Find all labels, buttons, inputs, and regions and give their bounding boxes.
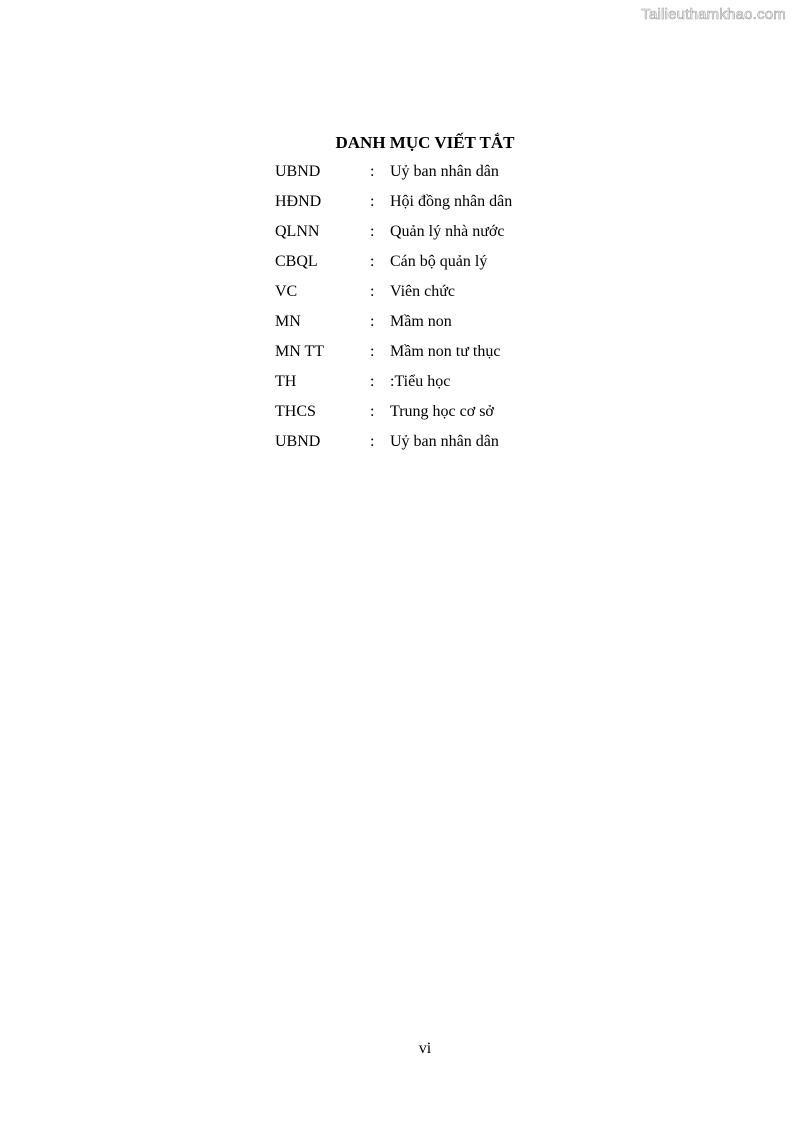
abbreviation-meaning: Mầm non tư thục (390, 343, 501, 360)
page-number: vi (418, 1040, 432, 1057)
abbreviation-code: VC (275, 283, 298, 300)
abbreviation-code: QLNN (275, 223, 320, 240)
abbreviation-separator: : (370, 373, 375, 390)
abbreviation-separator: : (370, 313, 375, 330)
abbreviation-separator: : (370, 223, 375, 240)
page-title: DANH MỤC VIẾT TẮT (335, 133, 515, 152)
abbreviation-code: THCS (275, 403, 316, 420)
abbreviation-code: CBQL (275, 253, 318, 270)
abbreviation-row (275, 281, 675, 311)
abbreviation-meaning: Mầm non (390, 313, 452, 330)
abbreviation-row (275, 431, 675, 461)
abbreviation-row (275, 401, 675, 431)
abbreviation-row (275, 161, 675, 191)
abbreviation-row (275, 251, 675, 281)
abbreviation-row (275, 221, 675, 251)
abbreviation-separator: : (370, 253, 375, 270)
abbreviation-meaning: Hội đồng nhân dân (390, 193, 513, 210)
watermark: Tailieuthamkhao.com (641, 6, 786, 23)
abbreviation-separator: : (370, 403, 375, 420)
abbreviation-separator: : (370, 283, 375, 300)
abbreviation-code: HĐND (275, 193, 322, 210)
abbreviation-meaning: Uỷ ban nhân dân (390, 433, 499, 450)
abbreviation-row (275, 311, 675, 341)
abbreviation-separator: : (370, 433, 375, 450)
abbreviation-code: UBND (275, 433, 321, 450)
abbreviation-code: MN (275, 313, 301, 330)
abbreviation-meaning: Uỷ ban nhân dân (390, 163, 499, 180)
abbreviation-meaning: Trung học cơ sở (390, 403, 494, 420)
abbreviation-separator: : (370, 193, 375, 210)
abbreviation-row (275, 341, 675, 371)
abbreviation-meaning: Quản lý nhà nước (390, 223, 505, 240)
abbreviation-row (275, 371, 675, 401)
abbreviation-row (275, 191, 675, 221)
abbreviation-code: MN TT (275, 343, 325, 360)
abbreviation-code: UBND (275, 163, 321, 180)
abbreviation-code: TH (275, 373, 297, 390)
abbreviation-meaning: Cán bộ quản lý (390, 253, 488, 270)
abbreviation-separator: : (370, 343, 375, 360)
abbreviation-separator: : (370, 163, 375, 180)
abbreviation-meaning: :Tiểu học (390, 373, 451, 390)
abbreviation-meaning: Viên chức (390, 283, 456, 300)
abbreviation-list (275, 161, 675, 461)
